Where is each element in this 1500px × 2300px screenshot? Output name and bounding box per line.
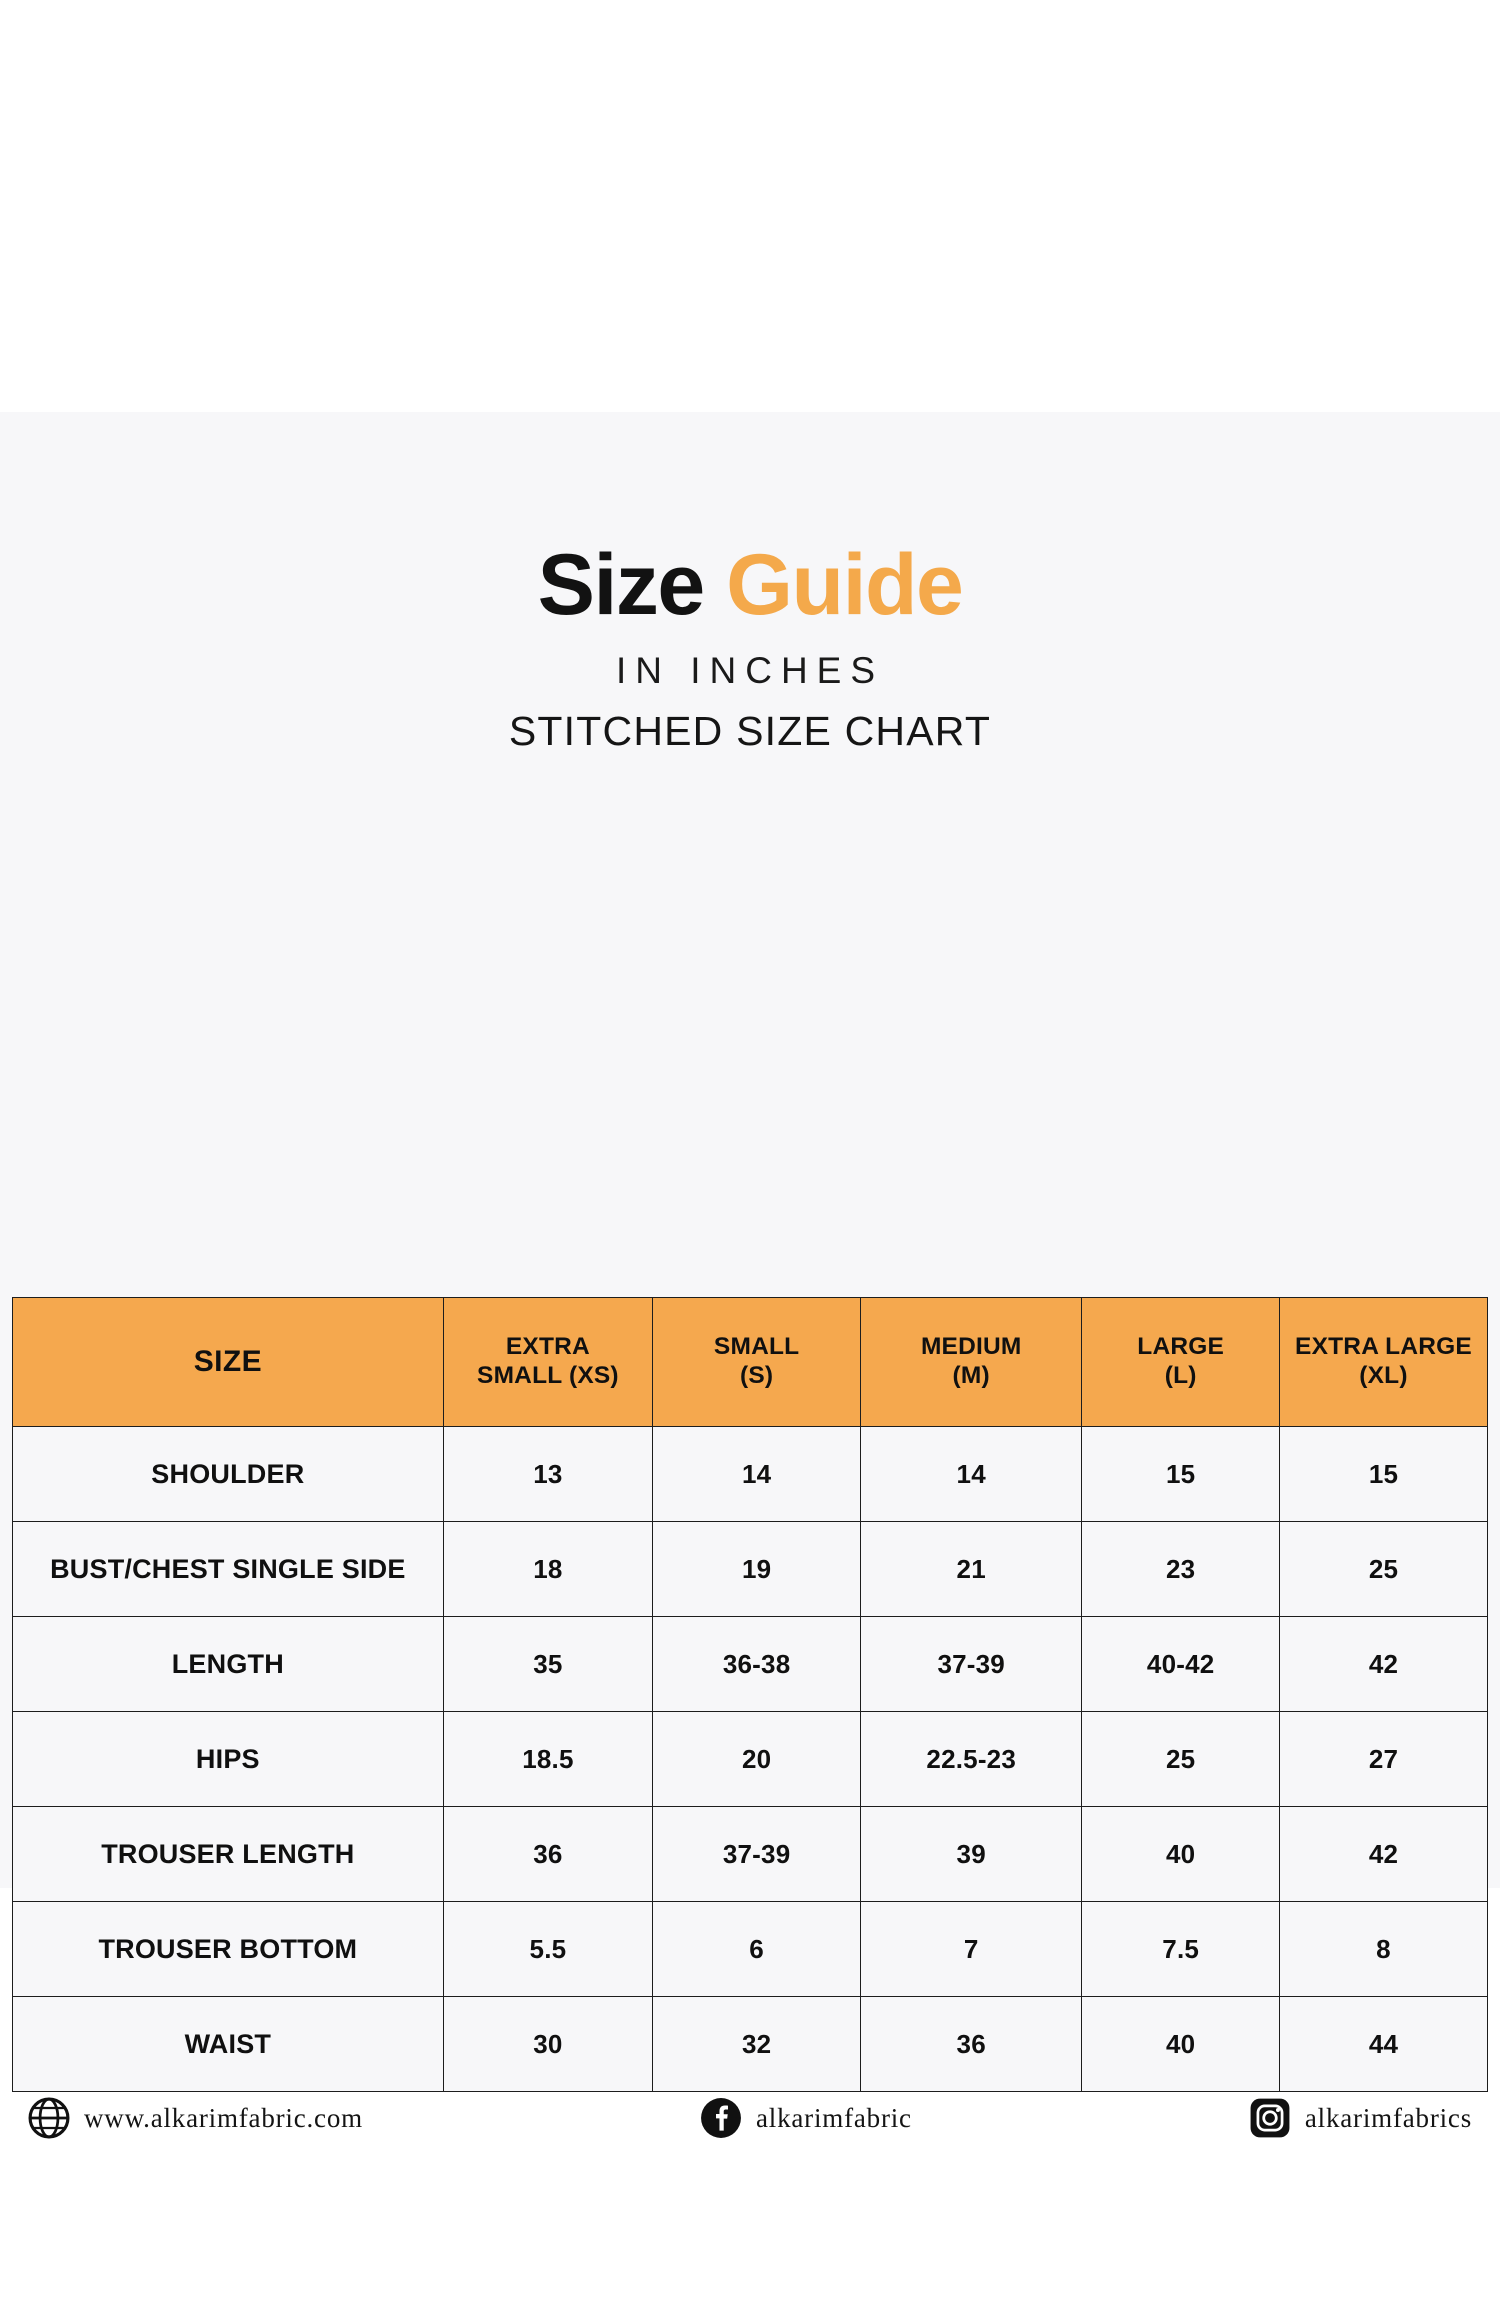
- cell-value: 36: [443, 1807, 652, 1902]
- table-header-row: [13, 1298, 1488, 1427]
- instagram-link[interactable]: [1249, 2097, 1472, 2139]
- table-row: [13, 1522, 1488, 1617]
- cell-value: 35: [443, 1617, 652, 1712]
- facebook-icon: [700, 2097, 742, 2139]
- page-title: [0, 537, 1500, 633]
- cell-value: 30: [443, 1997, 652, 2092]
- footer-contacts: [12, 2097, 1488, 2139]
- cell-value: 25: [1279, 1522, 1487, 1617]
- table-row: [13, 1617, 1488, 1712]
- facebook-link[interactable]: [700, 2097, 912, 2139]
- cell-value: 36-38: [653, 1617, 861, 1712]
- cell-value: 40: [1082, 1997, 1280, 2092]
- size-chart-table: [12, 1297, 1488, 2092]
- row-label: HIPS: [13, 1712, 444, 1807]
- instagram-icon: [1249, 2097, 1291, 2139]
- title-word-size: Size: [537, 537, 704, 633]
- cell-value: 21: [861, 1522, 1082, 1617]
- table-row: [13, 1807, 1488, 1902]
- cell-value: 8: [1279, 1902, 1487, 1997]
- row-label: LENGTH: [13, 1617, 444, 1712]
- cell-value: 6: [653, 1902, 861, 1997]
- cell-value: 44: [1279, 1997, 1487, 2092]
- col-header-s-line2: (S): [739, 1362, 774, 1389]
- title-word-guide: Guide: [726, 537, 963, 633]
- cell-value: 37-39: [653, 1807, 861, 1902]
- col-header-xs: [443, 1298, 652, 1427]
- table-row: [13, 1427, 1488, 1522]
- subtitle-chart-type: STITCHED SIZE CHART: [508, 708, 992, 754]
- cell-value: 42: [1279, 1807, 1487, 1902]
- cell-value: 18.5: [443, 1712, 652, 1807]
- row-label: SHOULDER: [13, 1427, 444, 1522]
- facebook-label: alkarimfabric: [756, 2102, 912, 2133]
- cell-value: 5.5: [443, 1902, 652, 1997]
- table-row: [13, 1902, 1488, 1997]
- col-header-xs-line1: EXTRA: [505, 1333, 590, 1361]
- cell-value: 36: [861, 1997, 1082, 2092]
- heading-block: [0, 412, 1500, 755]
- row-label: BUST/CHEST SINGLE SIDE: [13, 1522, 444, 1617]
- table-row: [13, 1712, 1488, 1807]
- col-header-xs-line2: SMALL (XS): [477, 1362, 619, 1389]
- cell-value: 15: [1082, 1427, 1280, 1522]
- cell-value: 25: [1082, 1712, 1280, 1807]
- col-header-size-label: SIZE: [193, 1345, 262, 1379]
- col-header-xl: [1279, 1298, 1487, 1427]
- subtitle-units: IN INCHES: [615, 650, 885, 691]
- cell-value: 40-42: [1082, 1617, 1280, 1712]
- col-header-s-line1: SMALL: [713, 1333, 800, 1361]
- cell-value: 13: [443, 1427, 652, 1522]
- row-label: TROUSER BOTTOM: [13, 1902, 444, 1997]
- row-label: WAIST: [13, 1997, 444, 2092]
- website-label: www.alkarimfabric.com: [84, 2102, 363, 2133]
- cell-value: 39: [861, 1807, 1082, 1902]
- cell-value: 37-39: [861, 1617, 1082, 1712]
- cell-value: 18: [443, 1522, 652, 1617]
- size-chart-table-wrap: [12, 1297, 1488, 2092]
- website-link[interactable]: [28, 2097, 363, 2139]
- cell-value: 27: [1279, 1712, 1487, 1807]
- cell-value: 42: [1279, 1617, 1487, 1712]
- row-label: TROUSER LENGTH: [13, 1807, 444, 1902]
- col-header-m: [861, 1298, 1082, 1427]
- instagram-label: alkarimfabrics: [1304, 2102, 1472, 2133]
- cell-value: 15: [1279, 1427, 1487, 1522]
- cell-value: 22.5-23: [861, 1712, 1082, 1807]
- cell-value: 23: [1082, 1522, 1280, 1617]
- cell-value: 7.5: [1082, 1902, 1280, 1997]
- col-header-s: [653, 1298, 861, 1427]
- cell-value: 19: [653, 1522, 861, 1617]
- cell-value: 14: [653, 1427, 861, 1522]
- cell-value: 20: [653, 1712, 861, 1807]
- cell-value: 32: [653, 1997, 861, 2092]
- col-header-m-line1: MEDIUM: [920, 1333, 1022, 1361]
- col-header-l: [1082, 1298, 1280, 1427]
- globe-icon: [28, 2097, 70, 2139]
- col-header-xl-line1: EXTRA LARGE: [1295, 1333, 1472, 1361]
- col-header-size: [13, 1298, 444, 1427]
- col-header-l-line1: LARGE: [1137, 1333, 1225, 1361]
- col-header-xl-line2: (XL): [1359, 1362, 1408, 1389]
- size-guide-panel: [0, 412, 1500, 2133]
- cell-value: 40: [1082, 1807, 1280, 1902]
- col-header-l-line2: (L): [1164, 1362, 1197, 1389]
- col-header-m-line2: (M): [952, 1362, 990, 1389]
- table-row: [13, 1997, 1488, 2092]
- cell-value: 7: [861, 1902, 1082, 1997]
- cell-value: 14: [861, 1427, 1082, 1522]
